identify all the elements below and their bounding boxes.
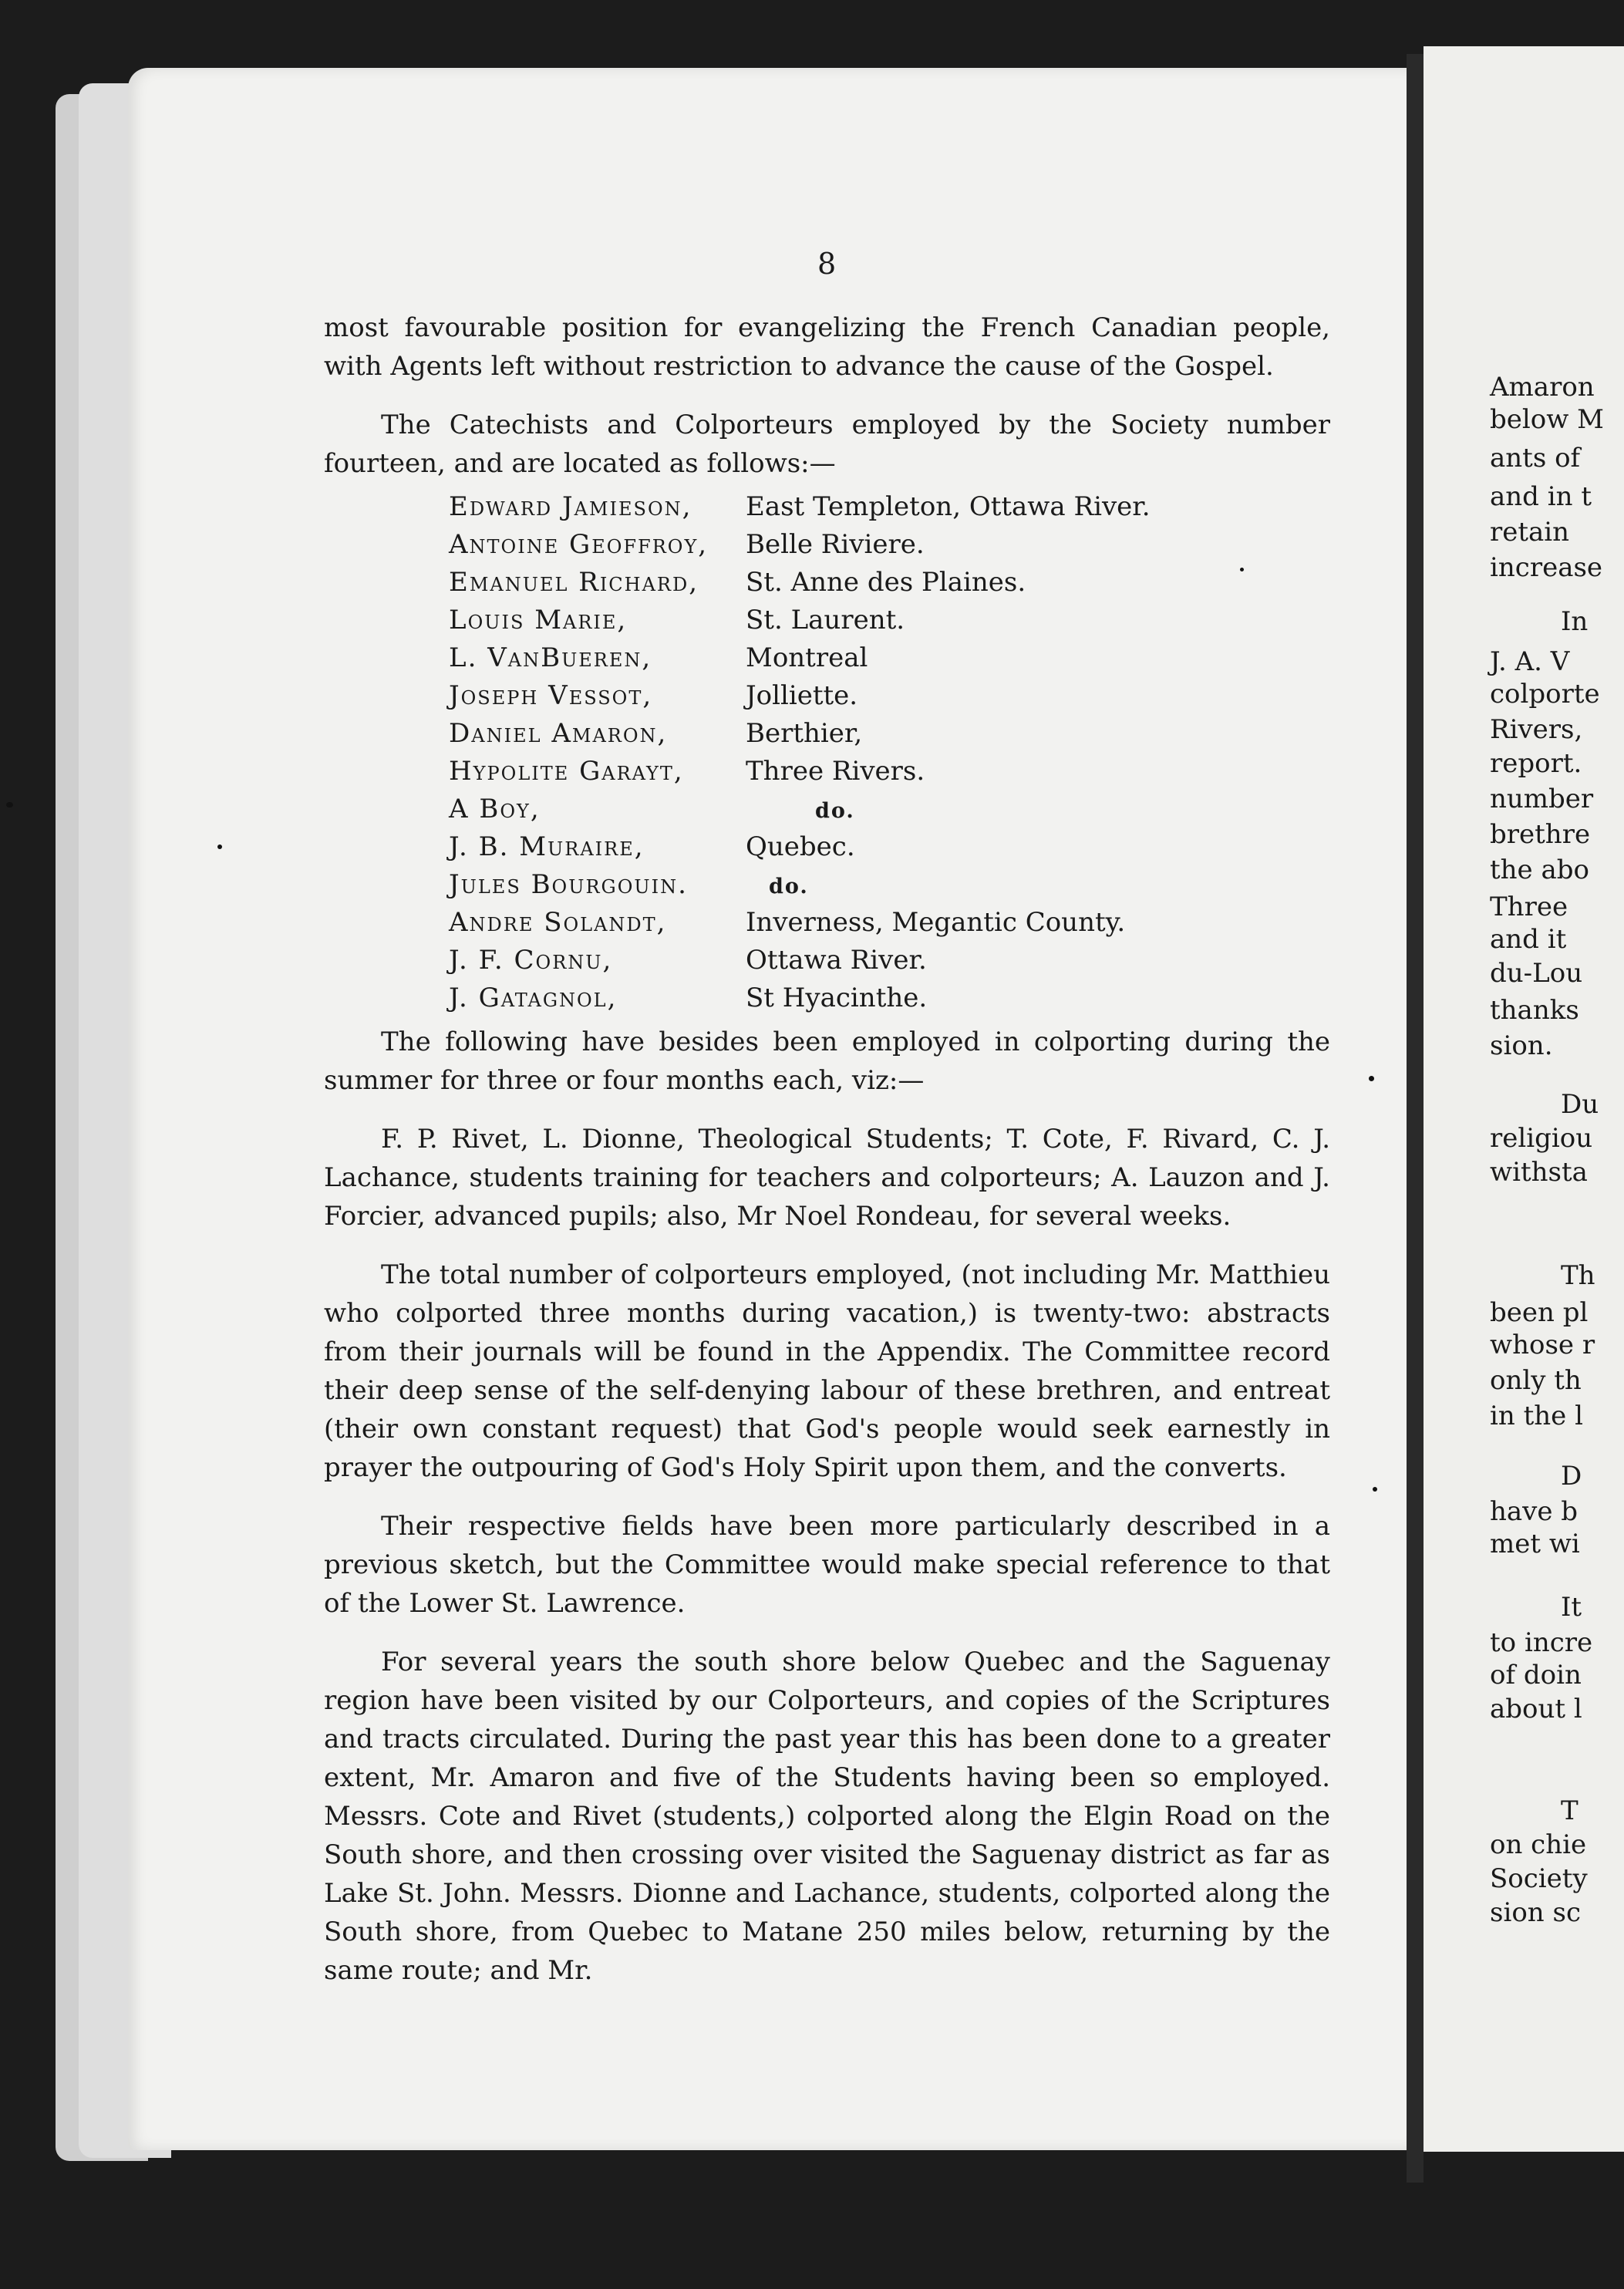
page-number: 8: [817, 247, 837, 281]
roster-name: Hypolite Garayt,: [449, 756, 684, 787]
roster-place: St. Laurent.: [746, 605, 905, 635]
roster-row: [449, 903, 1330, 941]
paragraph-continuation: most favourable position for evangelizing the French Canadian people, with Agents left without restriction to advance the cause of the Gospel.: [324, 312, 1330, 382]
roster-place: East Templeton, Ottawa River.: [746, 491, 1151, 522]
paragraph-summer-colporteurs: The following have besides been employed in colporting during the summer for three or four months each, viz:—: [324, 1027, 1330, 1096]
facing-page-fragment: whose r: [1490, 1330, 1595, 1360]
facing-page-fragment: sion.: [1490, 1030, 1553, 1061]
facing-page-fragment: du-Lou: [1490, 958, 1583, 989]
facing-page-fragment: met wi: [1490, 1529, 1580, 1559]
facing-page-fragment: Rivers,: [1490, 714, 1583, 745]
facing-page-fragment: Th: [1561, 1260, 1595, 1291]
roster-name: Louis Marie,: [449, 605, 628, 635]
facing-page-fragment: Three: [1490, 892, 1568, 922]
facing-page-fragment: of doin: [1490, 1660, 1582, 1691]
ink-speck: [1369, 1076, 1374, 1081]
colporteur-roster: [449, 487, 1330, 1016]
facing-page-fragment: on chie: [1490, 1829, 1587, 1860]
facing-page-fragment: Society: [1490, 1863, 1588, 1894]
roster-place: St Hyacinthe.: [746, 983, 928, 1013]
roster-name: Jules Bourgouin.: [449, 869, 688, 900]
roster-name: Daniel Amaron,: [449, 718, 668, 749]
facing-page-fragment: D: [1561, 1461, 1582, 1492]
facing-page-fragment: Amaron: [1490, 372, 1595, 403]
facing-page-fragment: only th: [1490, 1365, 1582, 1396]
facing-page-fragment: religiou: [1490, 1123, 1593, 1154]
roster-place: Belle Riviere.: [746, 529, 925, 560]
roster-row: [449, 979, 1330, 1016]
facing-page-fragment: about l: [1490, 1694, 1582, 1724]
facing-page-fragment: brethre: [1490, 819, 1591, 850]
facing-page-fragment: below M: [1490, 404, 1604, 435]
roster-place: Berthier,: [746, 718, 863, 749]
roster-row: [449, 487, 1330, 525]
facing-page-fragment: sion sc: [1490, 1897, 1581, 1928]
facing-page-fragment: retain: [1490, 517, 1570, 548]
facing-page-fragment: and it: [1490, 924, 1567, 955]
facing-page-fragment: colporte: [1490, 679, 1600, 710]
paragraph-fields: Their respective fields have been more particularly described in a previous sketch, but the Committee would make special reference to that of the Lower St. Lawrence.: [324, 1511, 1330, 1619]
roster-place: Inverness, Megantic County.: [746, 907, 1126, 938]
book-gutter: [1407, 54, 1424, 2183]
roster-row: [449, 714, 1330, 752]
roster-name: L. VanBueren,: [449, 642, 652, 673]
facing-page-fragment: Du: [1561, 1089, 1599, 1120]
roster-name: Edward Jamieson,: [449, 491, 692, 522]
roster-name: J. B. Muraire,: [449, 831, 645, 862]
roster-place-ditto: do.: [769, 875, 809, 898]
paragraph-catechists: The Catechists and Colporteurs employed by the Society number fourteen, and are located as follows:—: [324, 410, 1330, 479]
facing-page-fragment: and in t: [1490, 481, 1592, 512]
paragraph-lower-st-lawrence: For several years the south shore below Quebec and the Saguenay region have been visited by our Colporteurs, and copies of the Scriptures and tracts circulated. During the past year this has been done to a greater extent, Mr. Amaron and five of the Students having been so employed. Messrs. Cote and Rivet (students,) colported along the Elgin Road on the South shore, and then crossing over visited the Saguenay district as far as Lake St. John. Messrs. Dionne and Lachance, students, colported along the South shore, from Quebec to Matane 250 miles below, returning by the same route; and Mr.: [324, 1647, 1330, 1986]
facing-page-fragment: J. A. V: [1490, 646, 1570, 677]
roster-name: Joseph Vessot,: [449, 680, 653, 711]
ink-speck: [217, 844, 222, 849]
facing-page-fragment: the abo: [1490, 855, 1589, 885]
roster-place: Ottawa River.: [746, 945, 927, 976]
roster-row: [449, 525, 1330, 563]
roster-name: A Boy,: [449, 794, 541, 824]
facing-page-fragment: thanks: [1490, 995, 1579, 1026]
ink-speck: [1373, 1487, 1377, 1492]
roster-place: Three Rivers.: [746, 756, 925, 787]
facing-page-fragment: number: [1490, 784, 1594, 814]
roster-row: [449, 941, 1330, 979]
facing-page-fragment: increase: [1490, 552, 1603, 583]
page-body: [324, 308, 1330, 1990]
roster-place: St. Anne des Plaines.: [746, 567, 1026, 598]
ink-speck: [1240, 568, 1244, 571]
roster-row: [449, 790, 1330, 828]
ink-speck: [6, 802, 13, 807]
roster-row: [449, 639, 1330, 676]
roster-row: [449, 563, 1330, 601]
facing-page-fragment: withsta: [1490, 1157, 1588, 1188]
facing-page-fragment: ants of: [1490, 443, 1581, 474]
roster-name: Antoine Geoffroy,: [449, 529, 709, 560]
roster-name: J. F. Cornu,: [449, 945, 613, 976]
roster-row: [449, 676, 1330, 714]
roster-row: [449, 752, 1330, 790]
roster-place: Quebec.: [746, 831, 855, 862]
facing-page-fragment: It: [1561, 1592, 1582, 1623]
facing-page-fragment: T: [1561, 1795, 1579, 1826]
roster-row: [449, 601, 1330, 639]
facing-page-fragment: report.: [1490, 748, 1582, 779]
roster-name: Andre Solandt,: [449, 907, 667, 938]
facing-page-fragment: have b: [1490, 1496, 1579, 1527]
paragraph-total: The total number of colporteurs employed, (not including Mr. Matthieu who colported three months during vacation,) is twenty-two: abstracts from their journals will be found in the Appendix. The Committee record their deep sense of the self-denying labour of these brethren, and entreat (their own constant request) that God's people would seek earnestly in prayer the outpouring of God's Holy Spirit upon them, and the converts.: [324, 1259, 1330, 1483]
roster-name: J. Gatagnol,: [449, 983, 618, 1013]
facing-page-fragment: in the l: [1490, 1401, 1583, 1431]
facing-page-fragment: been pl: [1490, 1297, 1589, 1328]
facing-page-fragment: In: [1561, 606, 1589, 637]
roster-place-ditto: do.: [815, 799, 855, 823]
facing-page-fragment: to incre: [1490, 1627, 1593, 1658]
roster-row: [449, 865, 1330, 903]
roster-row: [449, 828, 1330, 865]
paragraph-students: F. P. Rivet, L. Dionne, Theological Students; T. Cote, F. Rivard, C. J. Lachance, students training for teachers and colporteurs; A. Lauzon and J. Forcier, advanced pupils; also, Mr Noel Rondeau, for several weeks.: [324, 1124, 1330, 1232]
roster-name: Emanuel Richard,: [449, 567, 699, 598]
roster-place: Montreal: [746, 642, 868, 673]
roster-place: Jolliette.: [746, 680, 858, 711]
